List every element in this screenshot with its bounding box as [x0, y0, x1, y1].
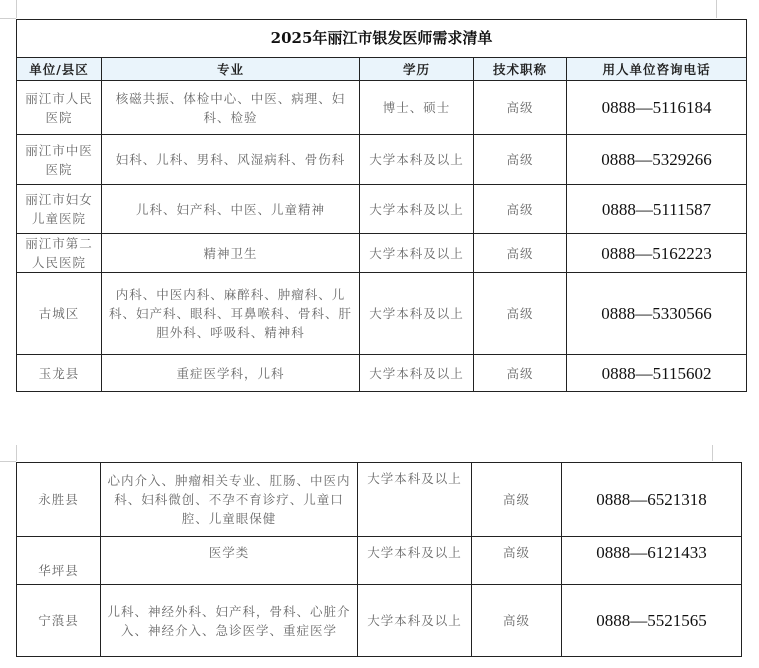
table-row: [17, 185, 747, 234]
table-row: [17, 355, 747, 392]
header-major: 专业: [102, 58, 360, 81]
unit-cell: 宁蒗县: [17, 585, 101, 657]
education-cell: 大学本科及以上: [360, 234, 474, 273]
table-title: 2025年丽江市银发医师需求清单: [17, 20, 747, 58]
major-cell: 儿科、妇产科、中医、儿童精神: [102, 185, 360, 234]
page-margin-guide: [716, 0, 717, 18]
education-cell: 大学本科及以上: [360, 273, 474, 355]
title-cell: 高级: [472, 537, 562, 585]
table-row: [17, 537, 742, 585]
phone-cell: 0888—6121433: [562, 537, 742, 585]
education-cell: 大学本科及以上: [358, 537, 472, 585]
education-cell: 大学本科及以上: [360, 185, 474, 234]
phone-cell: 0888—5330566: [567, 273, 747, 355]
phone-cell: 0888—5115602: [567, 355, 747, 392]
table-row: [17, 585, 742, 657]
title-cell: 高级: [474, 81, 567, 135]
phone-cell: 0888—5521565: [562, 585, 742, 657]
title-cell: 高级: [474, 185, 567, 234]
table-row: [17, 81, 747, 135]
title-cell: 高级: [474, 135, 567, 185]
major-cell: 内科、中医内科、麻醉科、肿瘤科、儿科、妇产科、眼科、耳鼻喉科、骨科、肝胆外科、呼吸科、精神科: [102, 273, 360, 355]
page-margin-guide: [16, 0, 17, 18]
header-title: 技术职称: [474, 58, 567, 81]
title-cell: 高级: [474, 355, 567, 392]
major-cell: 心内介入、肿瘤相关专业、肛肠、中医内科、妇科微创、不孕不育诊疗、儿童口腔、儿童眼保健: [101, 463, 358, 537]
phone-cell: 0888—5111587: [567, 185, 747, 234]
header-phone: 用人单位咨询电话: [567, 58, 747, 81]
table-row: [17, 234, 747, 273]
education-cell: 博士、硕士: [360, 81, 474, 135]
unit-cell: 华坪县: [17, 537, 101, 585]
title-cell: 高级: [472, 585, 562, 657]
phone-cell: 0888—6521318: [562, 463, 742, 537]
header-unit: 单位/县区: [17, 58, 102, 81]
page-margin-guide: [0, 461, 16, 462]
title-cell: 高级: [474, 234, 567, 273]
education-cell: 大学本科及以上: [358, 585, 472, 657]
table-row: [17, 135, 747, 185]
page-margin-guide: [16, 445, 17, 461]
major-cell: 儿科、神经外科、妇产科，骨科、心脏介入、神经介入、急诊医学、重症医学: [101, 585, 358, 657]
unit-cell: 丽江市妇女儿童医院: [17, 185, 102, 234]
major-cell: 核磁共振、体检中心、中医、病理、妇科、检验: [102, 81, 360, 135]
page-margin-guide: [0, 18, 16, 19]
table-row: [17, 273, 747, 355]
education-cell: 大学本科及以上: [360, 135, 474, 185]
major-cell: 医学类: [101, 537, 358, 585]
demand-table-page1: [16, 19, 747, 392]
unit-cell: 永胜县: [17, 463, 101, 537]
page-margin-guide: [712, 445, 713, 461]
unit-cell: 玉龙县: [17, 355, 102, 392]
unit-cell: 古城区: [17, 273, 102, 355]
demand-table-page2: [16, 462, 742, 657]
title-cell: 高级: [474, 273, 567, 355]
header-education: 学历: [360, 58, 474, 81]
major-cell: 妇科、儿科、男科、风湿病科、骨伤科: [102, 135, 360, 185]
unit-cell: 丽江市第二人民医院: [17, 234, 102, 273]
education-cell: 大学本科及以上: [358, 463, 472, 537]
phone-cell: 0888—5116184: [567, 81, 747, 135]
phone-cell: 0888—5162223: [567, 234, 747, 273]
phone-cell: 0888—5329266: [567, 135, 747, 185]
title-cell: 高级: [472, 463, 562, 537]
table-row: [17, 463, 742, 537]
major-cell: 重症医学科，儿科: [102, 355, 360, 392]
unit-cell: 丽江市人民医院: [17, 81, 102, 135]
major-cell: 精神卫生: [102, 234, 360, 273]
education-cell: 大学本科及以上: [360, 355, 474, 392]
unit-cell: 丽江市中医医院: [17, 135, 102, 185]
